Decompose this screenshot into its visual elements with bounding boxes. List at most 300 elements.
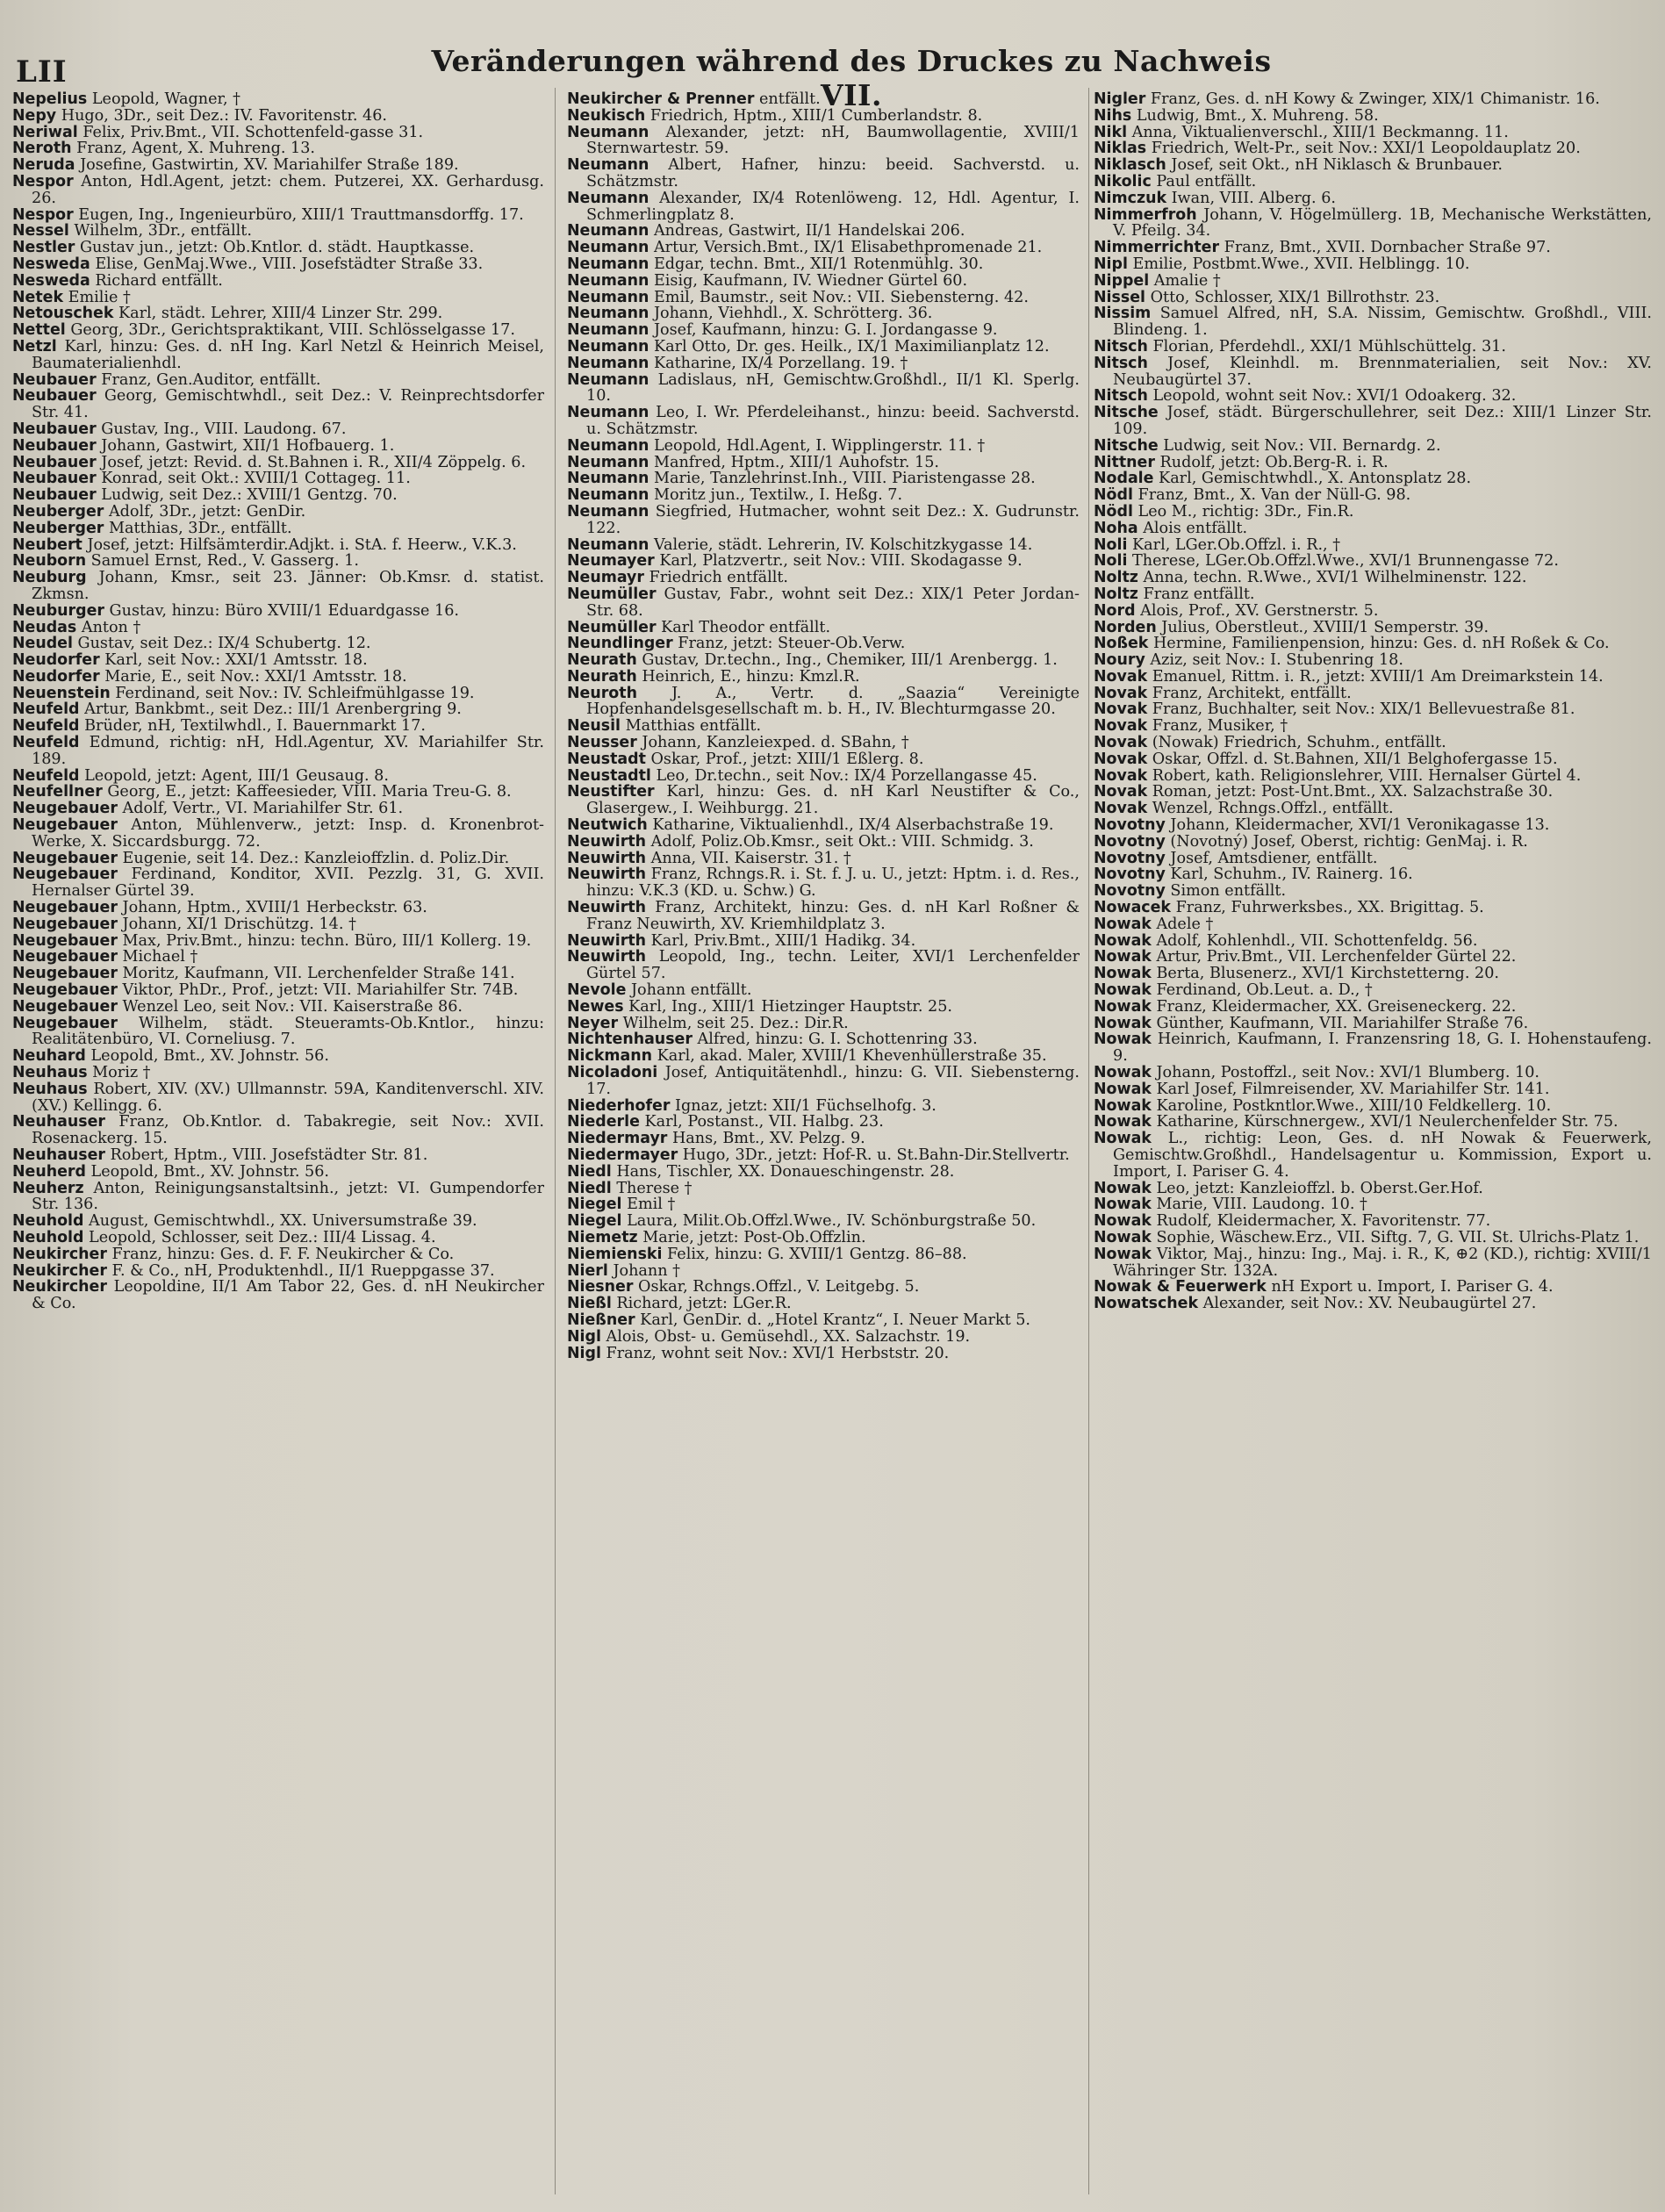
- entry-details: Alexander, jetzt: nH, Baumwollagentie, XVIII/1 Sternwartestr. 59.: [586, 123, 1080, 158]
- entry-surname: Nowak: [1094, 981, 1152, 1000]
- entry-details: Josef, jetzt: Hilfsämterdir.Adjkt. i. StA. f. Heerw., V.K.3.: [82, 535, 517, 554]
- entry-details: Franz, Ges. d. nH Kowy & Zwinger, XIX/1 Chimanistr. 16.: [1145, 91, 1600, 108]
- entry-surname: Nespor: [12, 205, 74, 224]
- entry-surname: Neyer: [567, 1014, 619, 1032]
- directory-entry: [1094, 933, 1652, 950]
- entry-surname: Neuherz: [12, 1179, 84, 1197]
- entry-details: Karl, Postanst., VII. Halbg. 23.: [639, 1113, 884, 1131]
- entry-surname: Novak: [1094, 800, 1148, 818]
- directory-entry: [567, 537, 1080, 554]
- entry-surname: Nowak: [1094, 948, 1152, 966]
- entry-details: Gustav, seit Dez.: IX/4 Schubertg. 12.: [72, 635, 371, 653]
- entry-details: Josef, Kleinhdl. m. Brennmaterialien, seit Nov.: XV. Neubaugürtel 37.: [1113, 354, 1652, 389]
- directory-entry: [12, 636, 544, 652]
- entry-surname: Niegel: [567, 1196, 622, 1214]
- entry-surname: Novak: [1094, 700, 1148, 719]
- entry-surname: Neuhaus: [12, 1064, 88, 1082]
- entry-details: Josefine, Gastwirtin, XV. Mariahilfer Straße 189.: [75, 156, 459, 175]
- entry-details: Eugenie, seit 14. Dez.: Kanzleioffzlin. d. Poliz.Dir.: [117, 849, 510, 867]
- entry-details: Felix, hinzu: G. XVIII/1 Gentzg. 86–88.: [662, 1245, 967, 1263]
- entry-details: Leopold, Wagner, †: [87, 91, 240, 108]
- entry-details: Laura, Milit.Ob.Offzl.Wwe., IV. Schönburgstraße 50.: [621, 1212, 1037, 1231]
- entry-details: Ferdinand, seit Nov.: IV. Schleifmühlgasse 19.: [110, 684, 475, 702]
- entry-surname: Neudorfer: [12, 651, 100, 670]
- directory-entry: [567, 1147, 1080, 1164]
- entry-surname: Nowak: [1094, 1179, 1152, 1197]
- directory-entry: [567, 686, 1080, 719]
- entry-surname: Neumann: [567, 271, 649, 290]
- entry-details: Anton, Mühlenverw., jetzt: Insp. d. Kronenbrot-Werke, X. Siccardsburgg. 72.: [32, 816, 544, 851]
- directory-entry: [12, 1279, 544, 1312]
- entry-details: Alois, Prof., XV. Gerstnerstr. 5.: [1135, 601, 1379, 620]
- entry-details: Alois, Obst- u. Gemüsehdl., XX. Salzachstr. 19.: [600, 1327, 971, 1346]
- entry-details: Ladislaus, nH, Gemischtw.Großhdl., II/1 Kl. Sperlg. 10.: [586, 370, 1080, 406]
- directory-entry: [1094, 108, 1652, 125]
- directory-entry: [1094, 487, 1652, 504]
- entry-surname: Neuwirth: [567, 865, 647, 884]
- entry-surname: Nowak: [1094, 1196, 1152, 1214]
- entry-surname: Nesweda: [12, 255, 90, 273]
- entry-details: Iwan, VIII. Alberg. 6.: [1166, 189, 1337, 207]
- entry-details: Anton, Hdl.Agent, jetzt: chem. Putzerei, XX. Gerhardusg. 26.: [32, 172, 544, 207]
- entry-details: Leopold, Bmt., XV. Johnstr. 56.: [85, 1047, 329, 1066]
- directory-entry: [1094, 718, 1652, 735]
- entry-surname: Nowacek: [1094, 899, 1171, 917]
- entry-surname: Neufeld: [12, 734, 80, 752]
- entry-surname: Niklas: [1094, 140, 1147, 158]
- directory-entry: [567, 290, 1080, 306]
- directory-entry: [567, 851, 1080, 867]
- entry-surname: Nowak: [1094, 1245, 1152, 1263]
- entry-details: Karl, Schuhm., IV. Rainerg. 16.: [1165, 865, 1413, 884]
- entry-surname: Nowak: [1094, 1113, 1152, 1131]
- entry-surname: Neuhaus: [12, 1080, 88, 1098]
- directory-entry: [1094, 982, 1652, 999]
- entry-surname: Neukircher: [12, 1278, 107, 1296]
- directory-entry: [567, 223, 1080, 240]
- directory-entry: [567, 190, 1080, 224]
- entry-surname: Neuburg: [12, 569, 87, 587]
- entry-surname: Neubauer: [12, 387, 97, 406]
- entry-details: Karl, Priv.Bmt., XIII/1 Hadikg. 34.: [646, 931, 916, 950]
- entry-surname: Norden: [1094, 618, 1157, 636]
- directory-entry: [12, 718, 544, 735]
- entry-details: Günther, Kaufmann, VII. Mariahilfer Straße 76.: [1151, 1014, 1529, 1032]
- entry-surname: Neugebauer: [12, 931, 118, 950]
- entry-details: Rudolf, jetzt: Ob.Berg-R. i. R.: [1154, 453, 1389, 471]
- directory-entry: [12, 553, 544, 570]
- directory-entry: [567, 405, 1080, 438]
- entry-surname: Neuhold: [12, 1228, 84, 1246]
- entry-surname: Niederhofer: [567, 1096, 671, 1115]
- entry-surname: Neuwirth: [567, 948, 647, 966]
- entry-details: Karl, Platzvertr., seit Nov.: VIII. Skodagasse 9.: [654, 552, 1023, 571]
- entry-surname: Nigl: [567, 1327, 601, 1346]
- entry-details: Leopold, Ing., techn. Leiter, XVI/1 Lerchenfelder Gürtel 57.: [586, 948, 1080, 983]
- directory-entry: [12, 784, 544, 801]
- entry-details: Marie, VIII. Laudong. 10. †: [1151, 1196, 1367, 1214]
- entry-details: Karl Otto, Dr. ges. Heilk., IX/1 Maximilianplatz 12.: [649, 337, 1050, 356]
- entry-details: Amalie †: [1149, 271, 1221, 290]
- directory-entry: [1094, 817, 1652, 834]
- entry-surname: Neuberger: [12, 502, 104, 521]
- directory-entry: [567, 125, 1080, 158]
- entry-surname: Nowak: [1094, 965, 1152, 983]
- entry-surname: Neumann: [567, 222, 649, 241]
- entry-details: Emilie, Postbmt.Wwe., XVII. Helblingg. 10.: [1127, 255, 1470, 273]
- directory-entry: [12, 223, 544, 240]
- directory-entry: [1094, 636, 1652, 652]
- entry-surname: Niemienski: [567, 1245, 663, 1263]
- directory-entry: [12, 1263, 544, 1280]
- entry-details: Leopold, jetzt: Agent, III/1 Geusaug. 8.: [79, 766, 389, 785]
- entry-details: Johann entfällt.: [626, 981, 752, 1000]
- directory-entry: [12, 487, 544, 504]
- directory-entry: [12, 305, 544, 322]
- entry-surname: Nowak: [1094, 1130, 1152, 1148]
- directory-entry: [567, 1065, 1080, 1098]
- directory-entry: [1094, 883, 1652, 900]
- directory-entry: [12, 207, 544, 224]
- entry-details: Robert, XIV. (XV.) Ullmannstr. 59A, Kanditenverschl. XIV. (XV.) Kellingg. 6.: [32, 1080, 544, 1115]
- directory-entry: [567, 1312, 1080, 1329]
- entry-details: Johann, Postoffzl., seit Nov.: XVI/1 Blumberg. 10.: [1151, 1064, 1540, 1082]
- entry-details: Siegfried, Hutmacher, wohnt seit Dez.: X. Gudrunstr. 122.: [586, 502, 1080, 537]
- entry-details: Anna, VII. Kaiserstr. 31. †: [646, 849, 851, 867]
- directory-entry: [567, 1263, 1080, 1280]
- directory-entry: [1094, 1196, 1652, 1213]
- entry-surname: Neuwirth: [567, 849, 647, 867]
- entry-surname: Netouschek: [12, 305, 114, 323]
- directory-entry: [12, 504, 544, 521]
- entry-surname: Neugebauer: [12, 948, 118, 966]
- entry-surname: Neustifter: [567, 783, 655, 801]
- directory-entry: [12, 966, 544, 982]
- entry-surname: Neumann: [567, 189, 649, 207]
- directory-entry: [1094, 91, 1652, 108]
- directory-entry: [1094, 305, 1652, 339]
- entry-surname: Nepy: [12, 106, 57, 125]
- entry-details: Franz, Rchngs.R. i. St. f. J. u. U., jetzt: Hptm. i. d. Res., hinzu: V.K.3 (KD. u. Schw.) G.: [586, 865, 1080, 901]
- directory-entry: [567, 240, 1080, 256]
- entry-surname: Neumann: [567, 239, 649, 257]
- entry-details: Friedrich, Welt-Pr., seit Nov.: XXI/1 Leopoldauplatz 20.: [1146, 140, 1581, 158]
- entry-surname: Noltz: [1094, 569, 1138, 587]
- directory-entry: [567, 470, 1080, 487]
- directory-entry: [1094, 652, 1652, 669]
- directory-entry: [12, 1016, 544, 1049]
- directory-entry: [567, 652, 1080, 669]
- entry-details: Simon entfällt.: [1165, 882, 1287, 901]
- directory-entry: [12, 620, 544, 636]
- entry-details: Franz, Architekt, entfällt.: [1147, 684, 1352, 702]
- entry-surname: Neuborn: [12, 552, 87, 571]
- directory-entry: [12, 125, 544, 141]
- entry-surname: Neriwal: [12, 123, 78, 141]
- entry-details: Georg, Gemischtwhdl., seit Dez.: V. Reinprechtsdorfer Str. 41.: [32, 387, 544, 422]
- entry-surname: Neroth: [12, 140, 72, 158]
- entry-details: Matthias, 3Dr., entfällt.: [104, 519, 292, 537]
- entry-details: Sophie, Wäschew.Erz., VII. Siftg. 7, G. VII. St. Ulrichs-Platz 1.: [1151, 1228, 1640, 1246]
- directory-entry: [12, 933, 544, 950]
- directory-entry: [1094, 1098, 1652, 1115]
- entry-details: Wilhelm, seit 25. Dez.: Dir.R.: [618, 1014, 849, 1032]
- entry-surname: Neuwirth: [567, 832, 647, 851]
- entry-surname: Netzl: [12, 337, 57, 356]
- entry-surname: Nittner: [1094, 453, 1155, 471]
- directory-entry: [567, 949, 1080, 982]
- page-title: Veränderungen während des Druckes zu Nachweis VII.: [431, 44, 1272, 112]
- directory-entry: [1094, 768, 1652, 785]
- directory-entry: [12, 900, 544, 916]
- entry-surname: Newes: [567, 997, 624, 1016]
- entry-surname: Neusil: [567, 717, 621, 736]
- entry-surname: Neumann: [567, 453, 649, 471]
- directory-entry: [1094, 537, 1652, 554]
- entry-surname: Nießl: [567, 1295, 612, 1313]
- entry-details: Franz, Gen.Auditor, entfällt.: [96, 370, 321, 389]
- entry-surname: Neusser: [567, 734, 637, 752]
- entry-surname: Nitsch: [1094, 337, 1148, 356]
- directory-entry: [1094, 1031, 1652, 1065]
- entry-surname: Nessel: [12, 222, 69, 241]
- directory-entry: [567, 1114, 1080, 1131]
- entry-surname: Novak: [1094, 750, 1148, 768]
- directory-entry: [12, 256, 544, 273]
- directory-entry: [567, 1213, 1080, 1230]
- entry-details: Johann, Kleidermacher, XVI/1 Veronikagasse 13.: [1165, 816, 1550, 835]
- entry-surname: Neufeld: [12, 717, 80, 736]
- entry-surname: Neumann: [567, 156, 649, 175]
- entry-surname: Neukircher: [12, 1261, 107, 1280]
- entry-surname: Neumann: [567, 370, 649, 389]
- entry-surname: Niedl: [567, 1162, 612, 1181]
- entry-details: Wenzel Leo, seit Nov.: VII. Kaiserstraße 86.: [117, 997, 463, 1016]
- directory-entry: [1094, 1065, 1652, 1081]
- directory-entry: [1094, 999, 1652, 1016]
- entry-details: Josef, jetzt: Revid. d. St.Bahnen i. R., XII/4 Zöppelg. 6.: [96, 453, 527, 471]
- entry-details: Karl, Ing., XIII/1 Hietzinger Hauptstr. 25.: [623, 997, 953, 1016]
- directory-entry: [12, 108, 544, 125]
- entry-details: Josef, Antiquitätenhdl., hinzu: G. VII. Siebensterng. 17.: [586, 1064, 1080, 1098]
- directory-entry: [12, 140, 544, 157]
- column-3: [1094, 91, 1652, 2201]
- directory-entry: [567, 570, 1080, 586]
- entry-surname: Nowak: [1094, 931, 1152, 950]
- entry-details: Gustav, Ing., VIII. Laudong. 67.: [96, 420, 347, 438]
- entry-details: Franz, Musiker, †: [1147, 717, 1288, 736]
- directory-entry: [1094, 356, 1652, 389]
- entry-details: Katharine, Viktualienhdl., IX/4 Alserbachstraße 19.: [647, 816, 1054, 835]
- entry-details: Franz, Bmt., XVII. Dornbacher Straße 97.: [1219, 239, 1551, 257]
- directory-entry: [567, 108, 1080, 125]
- directory-entry: [567, 273, 1080, 290]
- entry-surname: Neubauer: [12, 420, 97, 438]
- entry-surname: Nord: [1094, 601, 1136, 620]
- entry-details: Adolf, 3Dr., jetzt: GenDir.: [104, 502, 306, 521]
- entry-surname: Niedermayer: [567, 1146, 678, 1164]
- entry-details: Emil, Baumstr., seit Nov.: VII. Siebensterng. 42.: [649, 288, 1029, 306]
- directory-entry: [1094, 851, 1652, 867]
- entry-surname: Novotny: [1094, 816, 1166, 835]
- directory-entry: [1094, 620, 1652, 636]
- entry-surname: Niemetz: [567, 1228, 638, 1246]
- entry-surname: Neumann: [567, 255, 649, 273]
- entry-surname: Neurath: [567, 667, 637, 686]
- directory-entry: [12, 701, 544, 718]
- entry-details: Katharine, Kürschnergew., XVI/1 Neulerchenfelder Str. 75.: [1151, 1113, 1618, 1131]
- entry-surname: Noha: [1094, 519, 1138, 537]
- entry-details: Franz, Agent, X. Muhreng. 13.: [71, 140, 315, 158]
- entry-surname: Novak: [1094, 734, 1148, 752]
- directory-entry: [567, 900, 1080, 933]
- directory-entry: [567, 1031, 1080, 1048]
- directory-entry: [567, 256, 1080, 273]
- directory-entry: [12, 1230, 544, 1246]
- directory-entry: [1094, 586, 1652, 603]
- directory-entry: [1094, 174, 1652, 190]
- directory-entry: [1094, 751, 1652, 768]
- entry-surname: Neuherd: [12, 1162, 86, 1181]
- entry-details: Leo, jetzt: Kanzleioffzl. b. Oberst.Ger.Hof.: [1151, 1179, 1483, 1197]
- directory-entry: [1094, 339, 1652, 356]
- directory-entry: [12, 421, 544, 438]
- directory-entry: [1094, 949, 1652, 966]
- entry-surname: Neumann: [567, 337, 649, 356]
- directory-entry: [567, 1131, 1080, 1147]
- entry-details: F. & Co., nH, Produktenhdl., II/1 Rueppgasse 37.: [106, 1261, 495, 1280]
- entry-surname: Nesweda: [12, 271, 90, 290]
- directory-entry: [567, 1246, 1080, 1263]
- entry-surname: Nowak: [1094, 1096, 1152, 1115]
- entry-details: Artur, Priv.Bmt., VII. Lerchenfelder Gürtel 22.: [1151, 948, 1517, 966]
- entry-details: Friedrich, Hptm., XIII/1 Cumberlandstr. 8.: [645, 106, 983, 125]
- entry-surname: Novak: [1094, 766, 1148, 785]
- entry-details: Artur, Versich.Bmt., IX/1 Elisabethpromenade 21.: [649, 239, 1043, 257]
- entry-details: Anton †: [76, 618, 141, 636]
- entry-surname: Nimczuk: [1094, 189, 1167, 207]
- entry-details: Samuel Ernst, Red., V. Gasserg. 1.: [86, 552, 359, 571]
- entry-surname: Niesner: [567, 1278, 634, 1296]
- entry-surname: Nestler: [12, 239, 75, 257]
- entry-surname: Neumann: [567, 321, 649, 340]
- entry-details: Valerie, städt. Lehrerin, IV. Kolschitzkygasse 14.: [649, 535, 1033, 554]
- directory-entry: [12, 982, 544, 999]
- directory-entry: [567, 718, 1080, 735]
- directory-entry: [567, 586, 1080, 620]
- directory-entry: [1094, 669, 1652, 686]
- entry-surname: Neugebauer: [12, 915, 118, 933]
- entry-details: Alexander, IX/4 Rotenlöweng. 12, Hdl. Agentur, I. Schmerlingplatz 8.: [586, 189, 1080, 224]
- entry-details: Marie, Tanzlehrinst.Inh., VIII. Piaristengasse 28.: [649, 470, 1036, 488]
- directory-entry: [1094, 916, 1652, 933]
- directory-entry: [1094, 256, 1652, 273]
- entry-details: Friedrich entfällt.: [643, 569, 789, 587]
- entry-details: Franz, Kleidermacher, XX. Greiseneckerg. 22.: [1151, 997, 1517, 1016]
- entry-details: Alexander, seit Nov.: XV. Neubaugürtel 27.: [1198, 1295, 1537, 1313]
- entry-details: Samuel Alfred, nH, S.A. Nissim, Gemischtw. Großhdl., VIII. Blindeng. 1.: [1113, 305, 1652, 340]
- entry-details: Johann, Viehhdl., X. Schrötterg. 36.: [649, 305, 933, 323]
- directory-entry: [1094, 834, 1652, 851]
- entry-surname: Novak: [1094, 684, 1148, 702]
- entry-details: Emilie †: [63, 288, 131, 306]
- entry-details: Paul entfällt.: [1151, 172, 1257, 190]
- directory-entry: [12, 1081, 544, 1115]
- entry-surname: Neutwich: [567, 816, 648, 835]
- entry-details: Julius, Oberstleut., XVIII/1 Semperstr. 39.: [1156, 618, 1489, 636]
- entry-details: Marie, jetzt: Post-Ob.Offzlin.: [637, 1228, 866, 1246]
- directory-entry: [1094, 273, 1652, 290]
- entry-surname: Neugebauer: [12, 800, 118, 818]
- entry-surname: Neruda: [12, 156, 75, 175]
- entry-details: Franz, hinzu: Ges. d. F. F. Neukircher & Co.: [106, 1245, 455, 1263]
- directory-entry: [567, 784, 1080, 817]
- entry-surname: Neuwirth: [567, 899, 647, 917]
- entry-surname: Nigler: [1094, 91, 1146, 108]
- entry-details: J. A., Vertr. d. „Saazia“ Vereinigte Hopfenhandelsgesellschaft m. b. H., IV. Blechturmgasse 20.: [586, 684, 1080, 719]
- entry-details: Johann †: [607, 1261, 680, 1280]
- entry-surname: Netek: [12, 288, 64, 306]
- directory-entry: [567, 553, 1080, 570]
- entry-details: Artur, Bankbmt., seit Dez.: III/1 Arenbergring 9.: [79, 700, 462, 719]
- directory-entry: [567, 455, 1080, 471]
- directory-entry: [12, 801, 544, 817]
- entry-details: Viktor, Maj., hinzu: Ing., Maj. i. R., K, ⊕2 (KD.), richtig: XVIII/1 Währinger Str. 132A.: [1113, 1245, 1652, 1280]
- entry-details: Gustav, Dr.techn., Ing., Chemiker, III/1 Arenbergg. 1.: [636, 651, 1058, 670]
- entry-details: Emanuel, Rittm. i. R., jetzt: XVIII/1 Am Dreimarkstein 14.: [1147, 667, 1604, 686]
- entry-surname: Nowak: [1094, 1212, 1152, 1231]
- entry-details: Anton, Reinigungsanstaltsinh., jetzt: VI. Gumpendorfer Str. 136.: [32, 1179, 544, 1214]
- directory-entry: [567, 356, 1080, 372]
- directory-entry: [12, 174, 544, 207]
- entry-surname: Neubert: [12, 535, 83, 554]
- entry-surname: Nimmerfroh: [1094, 205, 1197, 224]
- directory-entry: [567, 636, 1080, 652]
- directory-entry: [567, 933, 1080, 950]
- entry-surname: Neugebauer: [12, 899, 118, 917]
- directory-entry: [12, 735, 544, 768]
- entry-details: Leopold, Hdl.Agent, I. Wipplingerstr. 11. †: [649, 436, 986, 455]
- entry-details: Andreas, Gastwirt, II/1 Handelskai 206.: [649, 222, 965, 241]
- entry-surname: Neubauer: [12, 470, 97, 488]
- entry-details: Hermine, Familienpension, hinzu: Ges. d. nH Roßek & Co.: [1148, 635, 1610, 653]
- entry-details: Johann, V. Högelmüllerg. 1B, Mechanische Werkstätten, V. Pfeilg. 34.: [1113, 205, 1652, 241]
- entry-surname: Neubauer: [12, 486, 97, 505]
- entry-surname: Nihs: [1094, 106, 1132, 125]
- entry-surname: Nevole: [567, 981, 627, 1000]
- entry-surname: Neugebauer: [12, 849, 118, 867]
- directory-entry: [1094, 801, 1652, 817]
- entry-details: Richard, jetzt: LGer.R.: [611, 1295, 792, 1313]
- entry-surname: Nespor: [12, 172, 74, 190]
- directory-entry: [567, 504, 1080, 537]
- entry-details: Leo, Dr.techn., seit Nov.: IX/4 Porzellangasse 45.: [650, 766, 1037, 785]
- entry-details: Wilhelm, 3Dr., entfällt.: [68, 222, 252, 241]
- directory-entry: [1094, 470, 1652, 487]
- entry-details: Felix, Priv.Bmt., VII. Schottenfeld-gasse 31.: [77, 123, 424, 141]
- directory-entry: [12, 537, 544, 554]
- directory-entry: [567, 982, 1080, 999]
- directory-entry: [12, 1213, 544, 1230]
- directory-entry: [567, 669, 1080, 686]
- entry-surname: Nipl: [1094, 255, 1128, 273]
- entry-surname: Nitsch: [1094, 387, 1148, 406]
- entry-details: Rudolf, Kleidermacher, X. Favoritenstr. 77.: [1151, 1212, 1491, 1231]
- entry-surname: Nitsche: [1094, 404, 1159, 422]
- entry-details: Ferdinand, Konditor, XVII. Pezzlg. 31, G. XVII. Hernalser Gürtel 39.: [32, 865, 544, 901]
- entry-details: Moritz, Kaufmann, VII. Lerchenfelder Straße 141.: [117, 965, 515, 983]
- directory-entry: [1094, 521, 1652, 537]
